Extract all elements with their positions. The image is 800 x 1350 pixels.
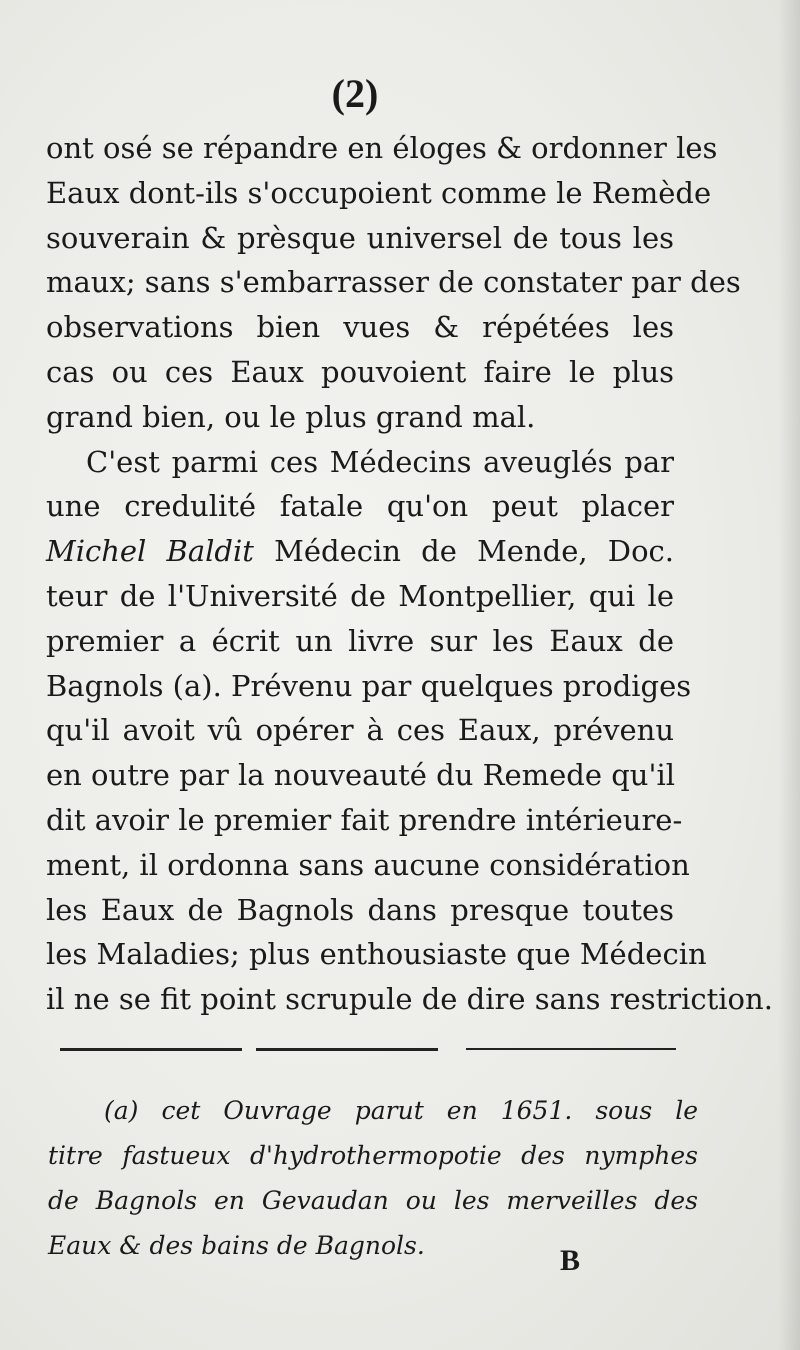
text-line: qu'il avoit vû opérer à ces Eaux, prévenu: [46, 713, 674, 748]
text-line: grand bien, ou le plus grand mal.: [46, 399, 536, 434]
footnote-rule: [466, 1048, 676, 1050]
text-line: les Eaux de Bagnols dans presque toutes: [46, 892, 674, 927]
body-text: [46, 126, 773, 1022]
text-line: Bagnols (a). Prévenu par quelques prodiges: [46, 668, 692, 703]
footnote-line: de Bagnols en Gevaudan ou les merveilles des: [48, 1186, 698, 1215]
page-edge-shadow: [778, 0, 800, 1350]
text-line: une credulité fatale qu'on peut placer: [46, 489, 674, 524]
footnote-rule: [60, 1048, 242, 1051]
author-name: Michel Baldit: [46, 534, 254, 569]
text-line: observations bien vues & répétées les: [46, 310, 674, 345]
footnote-rule: [256, 1048, 438, 1051]
text-line: teur de l'Université de Montpellier, qui le: [46, 578, 674, 613]
text-line: Eaux dont-ils s'occupoient comme le Remède: [46, 175, 712, 210]
text-line: dit avoir le premier fait prendre intérieure-: [46, 802, 683, 837]
footnote: [48, 1088, 698, 1268]
text-line: premier a écrit un livre sur les Eaux de: [46, 623, 674, 658]
paragraph-start-line: C'est parmi ces Médecins aveuglés par: [86, 444, 674, 479]
text-line: en outre par la nouveauté du Remede qu'il: [46, 758, 675, 793]
text-line: cas ou ces Eaux pouvoient faire le plus: [46, 354, 674, 389]
text-line: ont osé se répandre en éloges & ordonner les: [46, 131, 718, 165]
text-line: il ne se fit point scrupule de dire sans restriction.: [46, 982, 773, 1017]
text-line: les Maladies; plus enthousiaste que Médecin: [46, 937, 707, 972]
text-line-with-name: [46, 529, 674, 574]
text-line: maux; sans s'embarrasser de constater par des: [46, 265, 741, 300]
text-line: souverain & prèsque universel de tous les: [46, 220, 674, 255]
footnote-line: titre fastueux d'hydrothermopotie des nymphes: [48, 1141, 698, 1170]
text-line-rest: Médecin de Mende, Doc.: [253, 534, 674, 569]
page-number: (2): [331, 71, 379, 116]
signature-mark: B: [560, 1244, 581, 1277]
text-line: ment, il ordonna sans aucune considération: [46, 847, 690, 882]
footnote-line: Eaux & des bains de Bagnols.: [48, 1231, 425, 1260]
footnote-line: (a) cet Ouvrage parut en 1651. sous le: [104, 1096, 698, 1125]
